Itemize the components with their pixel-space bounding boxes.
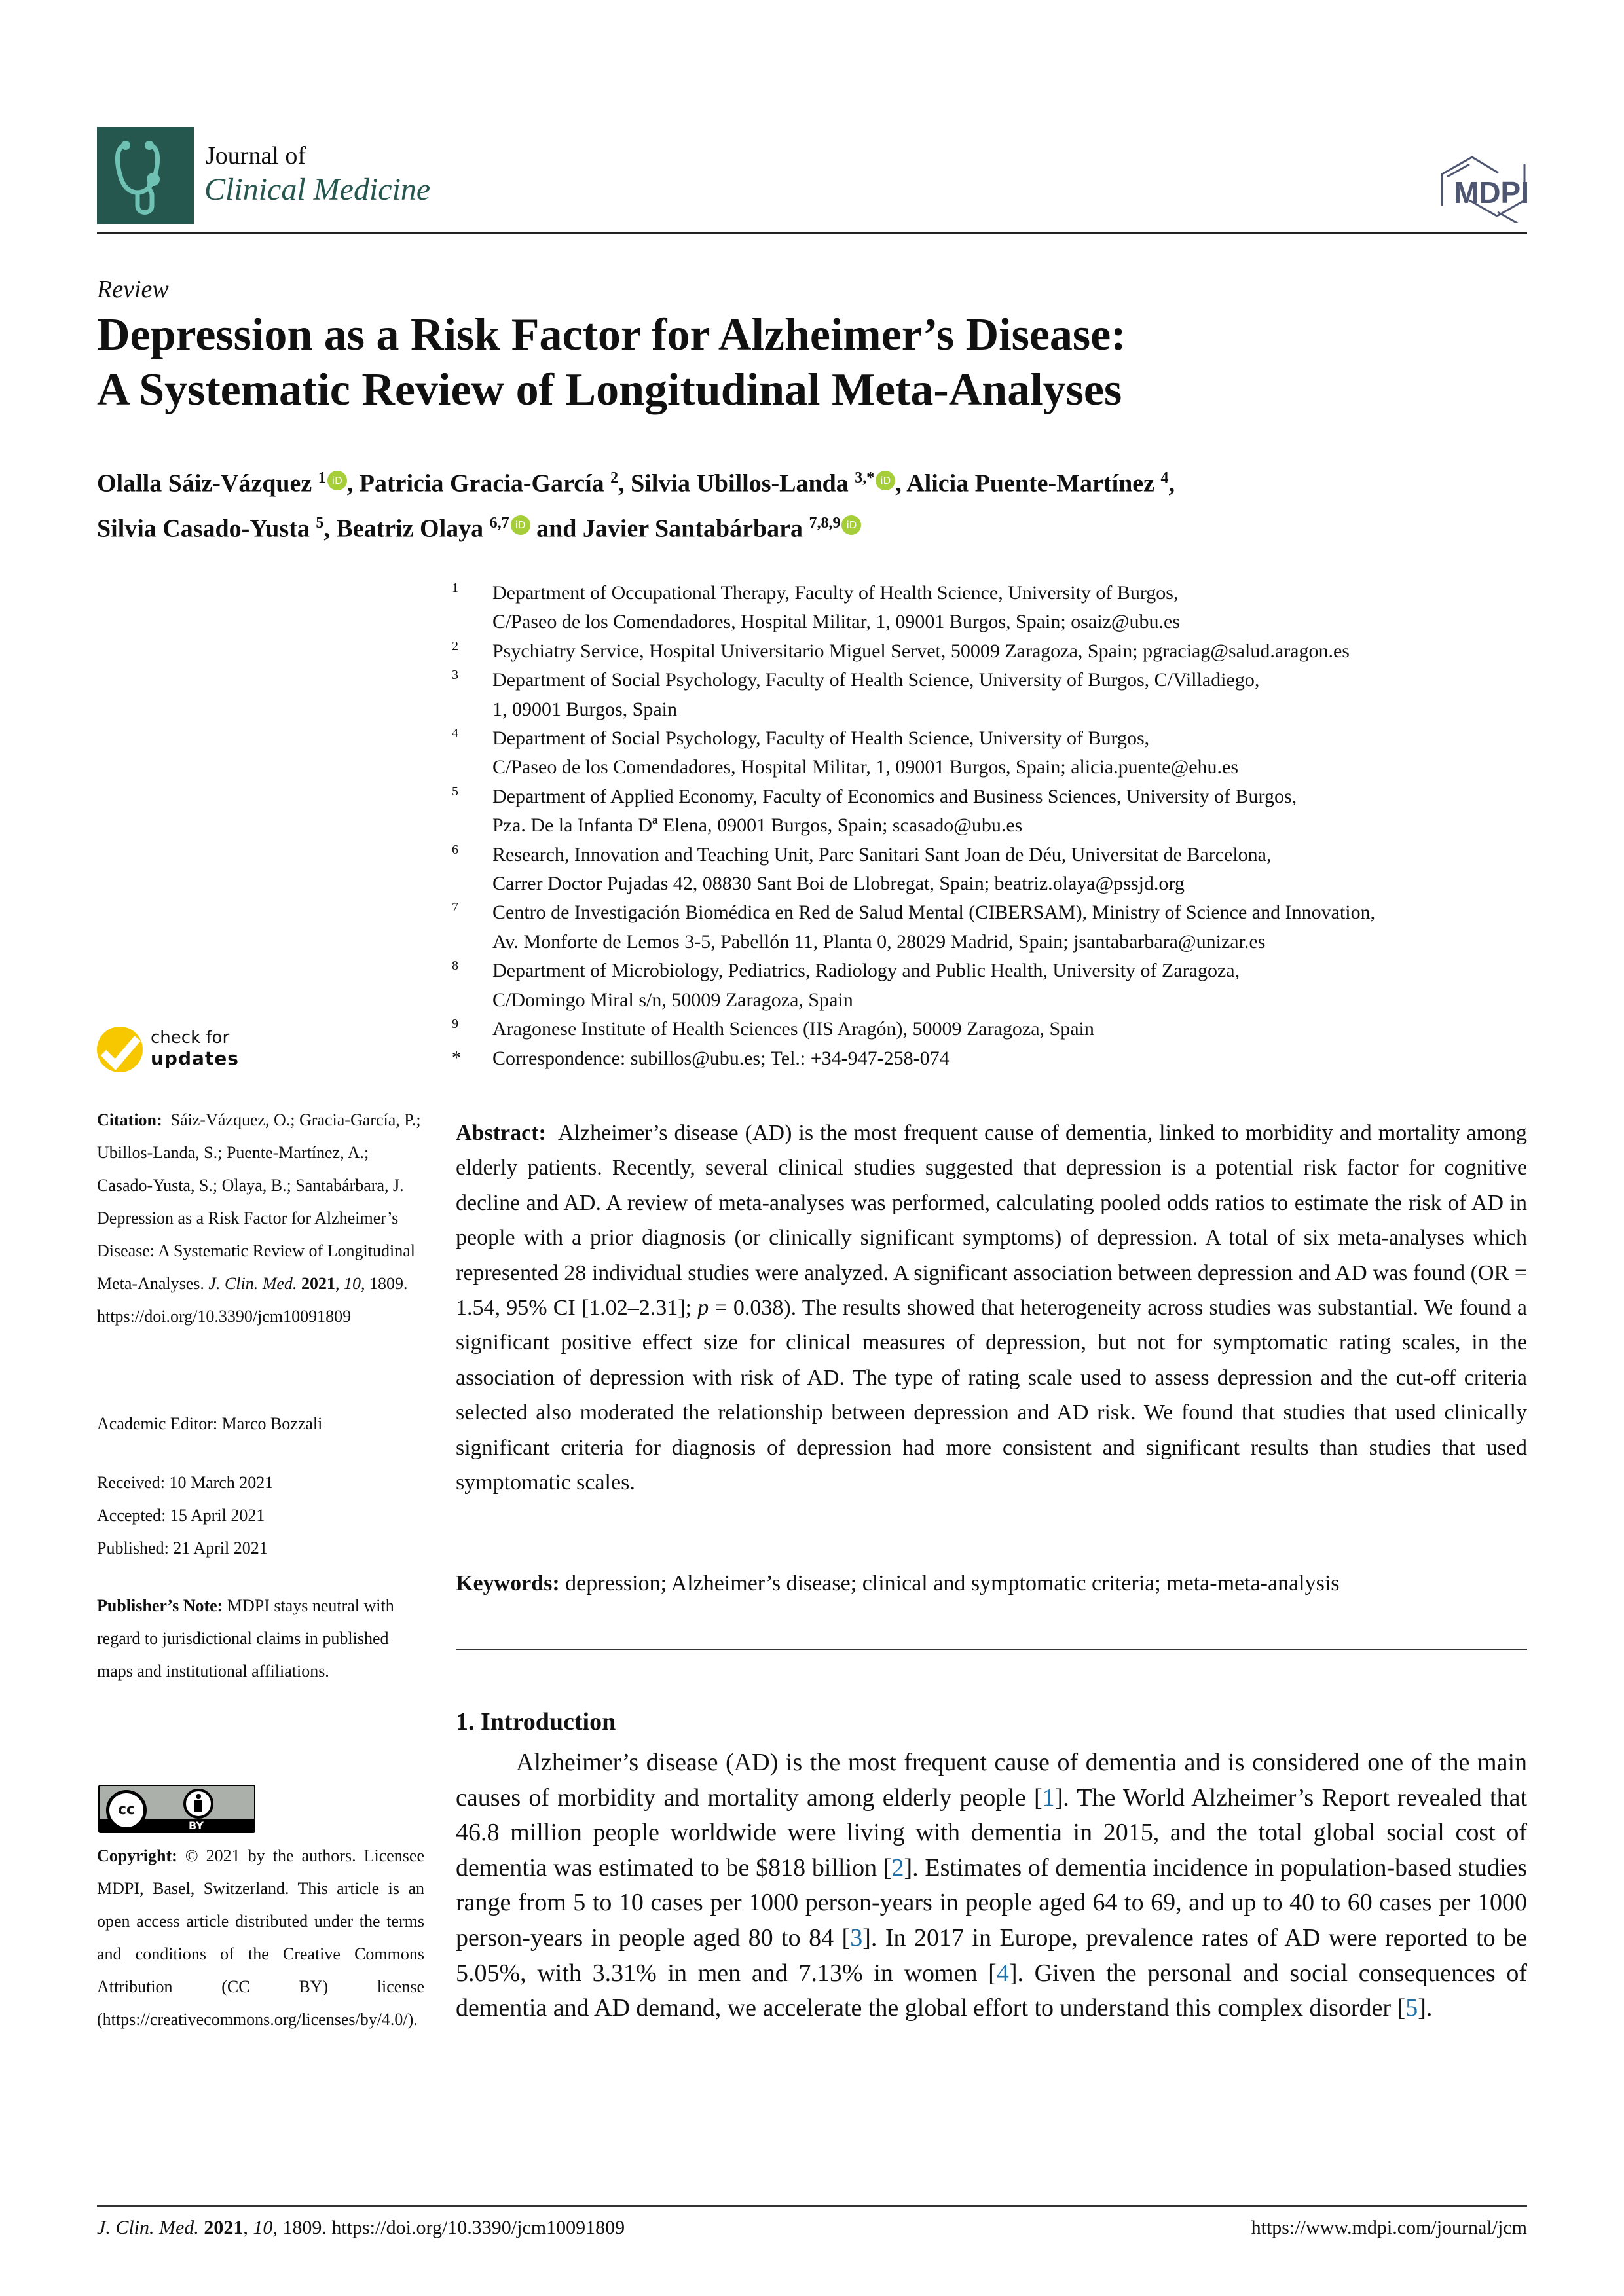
citation-year: 2021 xyxy=(301,1274,335,1293)
reference-link[interactable]: 4 xyxy=(996,1959,1009,1987)
svg-text:MDPI: MDPI xyxy=(1454,175,1529,210)
affiliation-item xyxy=(452,898,1539,957)
citation-block: Citation: Sáiz-Vázquez, O.; Gracia-García, P.; Ubillos-Landa, S.; Puente-Martínez, A.; Casado-Yusta, S.; Olaya, B.; Santabárbara, J. Depression as a Risk Factor for Alzheimer’s Disease: A Systematic Review of Longitudinal Meta-Analyses. J. Clin. Med. 2021, 10, 1809. https://doi.org/10.3390/jcm10091809 xyxy=(97,1110,421,1326)
separator: , xyxy=(323,515,337,543)
citation-text: Sáiz-Vázquez, O.; Gracia-García, P.; Ubillos-Landa, S.; Puente-Martínez, A.; Casado-Yusta, S.; Olaya, B.; Santabárbara, J. Depression as a Risk Factor for Alzheimer’s Disease: A Systematic Review of Longitudinal Meta-Analyses. xyxy=(97,1110,421,1293)
author-affil-sup: 3,* xyxy=(855,469,875,486)
cc-by-label: BY xyxy=(189,1819,204,1832)
affiliation-text: Centro de Investigación Biomédica en Red de Salud Mental (CIBERSAM), Ministry of Science and Innovation, xyxy=(492,902,1376,924)
affiliation-item xyxy=(452,782,1539,841)
citation-label: Citation: xyxy=(97,1110,162,1129)
journal-name: Clinical Medicine xyxy=(204,172,431,207)
affiliation-item xyxy=(452,841,1539,899)
affiliation-number: 1 xyxy=(452,581,458,595)
author-name[interactable]: Alicia Puente-Martínez xyxy=(906,469,1154,498)
publisher-note-label: Publisher’s Note: xyxy=(97,1596,223,1615)
affiliation-text: C/Domingo Miral s/n, 50009 Zaragoza, Spain xyxy=(492,989,853,1011)
published-date: Published: 21 April 2021 xyxy=(97,1539,268,1558)
intro-text: Alzheimer’s disease (AD) is the most frequent cause of dementia and is considered one of the main causes of morbidity and mortality among elderly people [ xyxy=(456,1749,1527,1812)
intro-text: ]. The World Alzheimer’s Report revealed that 46.8 million people worldwide were living with dementia in 2015, and the total global social cost of dementia was estimated to be $818 billion [ xyxy=(456,1783,1527,1882)
author-name[interactable]: Javier Santabárbara xyxy=(582,515,803,543)
footer-doi[interactable]: , 1809. https://doi.org/10.3390/jcm10091809 xyxy=(272,2217,625,2238)
affiliation-text: Department of Social Psychology, Faculty of Health Science, University of Burgos, C/Villadiego, xyxy=(492,669,1260,691)
author-affil-sup: 4 xyxy=(1160,469,1169,486)
footer-year: 2021 xyxy=(204,2217,244,2238)
abstract xyxy=(456,1116,1527,1500)
keywords-label: Keywords: xyxy=(456,1571,560,1595)
author-affil-sup: 2 xyxy=(610,469,619,486)
copyright-text: © 2021 by the authors. Licensee MDPI, Basel, Switzerland. This article is an open access article distributed under the terms and conditions of the Creative Commons Attribution (CC BY) license (https://creativecommons.org/licenses/by/4.0/). xyxy=(97,1846,424,2029)
keywords xyxy=(456,1566,1527,1601)
checkmark-icon xyxy=(97,1027,143,1072)
affiliation-item xyxy=(452,579,1539,637)
affiliation-text: Carrer Doctor Pujadas 42, 08830 Sant Boi de Llobregat, Spain; beatriz.olaya@pssjd.org xyxy=(492,873,1185,895)
publisher-note-text: MDPI stays neutral with regard to jurisdictional claims in published maps and institutional affiliations. xyxy=(97,1596,394,1681)
reference-link[interactable]: 3 xyxy=(850,1923,863,1952)
affiliation-text: Av. Monforte de Lemos 3-5, Pabellón 11, Planta 0, 28029 Madrid, Spain; jsantabarbara@unizar.es xyxy=(492,930,1266,953)
author-affil-sup: 5 xyxy=(316,514,324,532)
journal-of-label: Journal of xyxy=(206,142,306,170)
article-type: Review xyxy=(97,276,169,303)
citation-journal: J. Clin. Med. xyxy=(208,1274,297,1293)
affiliation-number: 7 xyxy=(452,900,458,915)
orcid-icon[interactable]: iD xyxy=(327,471,347,490)
reference-link[interactable]: 1 xyxy=(1042,1783,1055,1812)
citation-doi-link[interactable]: https://doi.org/10.3390/jcm10091809 xyxy=(97,1307,352,1326)
footer-divider xyxy=(97,2205,1527,2207)
orcid-icon[interactable]: iD xyxy=(511,515,530,535)
copyright-label: Copyright: xyxy=(97,1846,177,1865)
p-symbol: p xyxy=(697,1296,709,1321)
affiliation-number: 8 xyxy=(452,958,458,974)
correspondence-text: Correspondence: subillos@ubu.es; Tel.: +34-947-258-074 xyxy=(492,1047,950,1069)
attribution-person-icon xyxy=(183,1789,213,1819)
academic-editor: Academic Editor: Marco Bozzali xyxy=(97,1414,323,1433)
affiliation-number: 2 xyxy=(452,638,458,653)
mdpi-logo-icon xyxy=(1407,144,1531,223)
received-date: Received: 10 March 2021 xyxy=(97,1473,274,1492)
header-divider xyxy=(97,232,1527,234)
separator: , xyxy=(346,469,360,498)
author-affil-sup: 7,8,9 xyxy=(809,514,841,532)
author-list: Olalla Sáiz-Vázquez $^1$ iD , Patricia Gracia-García $^2$, Silvia Ubillos-Landa $^{3,*}$ iD , Alicia Puente-Martínez $^4$, Silvia Casado-Yusta $^5$, Beatriz Olaya $^{6,7}$ iD and Javier Santabárbara $^{7,8,9}$ iD xyxy=(97,469,1175,543)
affiliation-item xyxy=(452,957,1539,1015)
affiliation-text: 1, 09001 Burgos, Spain xyxy=(492,698,677,720)
article-title xyxy=(97,308,1524,418)
separator: and xyxy=(530,515,583,543)
section-heading-introduction: 1. Introduction xyxy=(456,1708,616,1736)
footer-journal: J. Clin. Med. xyxy=(97,2217,199,2238)
footer-citation: J. Clin. Med. 2021, 10, 1809. https://doi.org/10.3390/jcm10091809 xyxy=(97,2217,625,2238)
cc-by-license-badge[interactable] xyxy=(98,1785,255,1833)
affiliation-item xyxy=(452,724,1539,782)
accepted-date: Accepted: 15 April 2021 xyxy=(97,1506,265,1525)
cc-icon: cc xyxy=(106,1790,147,1831)
abstract-text: = 0.038). The results showed that heterogeneity across studies was substantial. We found a significant positive effect size for clinical measures of depression, but not for symptomatic rating scales, in the association of depression with risk of AD. The type of rating scale used to assess depression and the cut-off criteria selected also moderated the relationship between depression and AD risk. We found that studies that used clinically significant criteria for diagnosis of depression had more consistent and significant results than studies that used symptomatic scales. xyxy=(456,1296,1528,1495)
affiliation-text: Department of Applied Economy, Faculty of Economics and Business Sciences, University of Burgos, xyxy=(492,785,1297,807)
stethoscope-icon xyxy=(97,127,194,224)
author-affil-sup: 1 xyxy=(318,469,326,486)
check-updates-label: updates xyxy=(151,1048,239,1069)
orcid-icon[interactable]: iD xyxy=(841,515,861,535)
journal-logo xyxy=(97,127,194,224)
affiliation-text: Aragonese Institute of Health Sciences (IIS Aragón), 50009 Zaragoza, Spain xyxy=(492,1018,1094,1040)
abstract-label: Abstract: xyxy=(456,1121,546,1145)
introduction-paragraph xyxy=(456,1745,1527,2026)
footer-volume: 10 xyxy=(253,2217,273,2238)
intro-text: ]. In 2017 in Europe, prevalence rates of AD were reported to be 5.05%, with 3.31% in men and 7.13% in women [ xyxy=(456,1923,1528,1987)
affiliation-number: 9 xyxy=(452,1017,458,1032)
author-affil-sup: 6,7 xyxy=(489,514,509,532)
citation-volume: 10 xyxy=(343,1274,361,1293)
title-line-2: A Systematic Review of Longitudinal Meta-Analyses xyxy=(97,365,1122,415)
section-divider xyxy=(456,1649,1527,1650)
affiliation-text: Department of Social Psychology, Faculty of Health Science, University of Burgos, xyxy=(492,727,1150,750)
check-for-updates-button[interactable] xyxy=(97,1027,267,1072)
affiliation-text: Psychiatry Service, Hospital Universitario Miguel Servet, 50009 Zaragoza, Spain; pgraciag@salud.aragon.es xyxy=(492,640,1350,662)
keywords-text: depression; Alzheimer’s disease; clinical and symptomatic criteria; meta-meta-analysis xyxy=(565,1571,1340,1595)
affiliation-text: Research, Innovation and Teaching Unit, Parc Sanitari Sant Joan de Déu, Universitat de Barcelona, xyxy=(492,843,1272,866)
check-updates-label: check for xyxy=(151,1028,230,1048)
author-name[interactable]: Beatriz Olaya xyxy=(336,515,484,543)
author-name[interactable]: Silvia Ubillos-Landa xyxy=(631,469,849,498)
separator: , xyxy=(895,469,907,498)
affiliation-item xyxy=(452,666,1539,724)
affiliation-text: Pza. De la Infanta Dª Elena, 09001 Burgos, Spain; scasado@ubu.es xyxy=(492,814,1023,837)
dates-block xyxy=(97,1467,424,1565)
affiliation-number: 4 xyxy=(452,726,458,741)
footer-journal-url[interactable]: https://www.mdpi.com/journal/jcm xyxy=(1251,2217,1527,2238)
publisher-note xyxy=(97,1590,424,1688)
affiliation-item xyxy=(452,1015,1539,1044)
author-name[interactable]: Silvia Casado-Yusta xyxy=(97,515,310,543)
intro-text: ]. Given the personal and social consequences of dementia and AD demand, we accelerate the global effort to understand this complex disorder [ xyxy=(456,1959,1527,2022)
affiliation-text: Department of Occupational Therapy, Faculty of Health Science, University of Burgos, xyxy=(492,582,1179,604)
author-name[interactable]: Olalla Sáiz-Vázquez xyxy=(97,469,312,498)
reference-link[interactable]: 5 xyxy=(1405,1994,1418,2022)
abstract-text: Alzheimer’s disease (AD) is the most frequent cause of dementia, linked to morbidity and mortality among elderly patients. Recently, several clinical studies suggested that depression is a potential risk factor for cognitive decline and AD. A review of meta-analyses was performed, calculating pooled odds ratios to estimate the risk of AD in people with a prior diagnosis (or clinically significant symptoms) of depression. A total of six meta-analyses which represented 28 individual studies were analyzed. A significant association between depression and AD was found (OR = 1.54, 95% CI [1.02–2.31]; xyxy=(456,1121,1528,1321)
orcid-icon[interactable]: iD xyxy=(876,471,895,490)
affiliation-text: C/Paseo de los Comendadores, Hospital Militar, 1, 09001 Burgos, Spain; alicia.puente@ehu.es xyxy=(492,756,1239,778)
author-name[interactable]: Patricia Gracia-García xyxy=(359,469,604,498)
affiliation-number: 5 xyxy=(452,784,458,799)
citation-pages: , 1809. xyxy=(360,1274,408,1293)
affiliation-item xyxy=(452,637,1539,666)
copyright-block xyxy=(97,1840,424,2036)
affiliation-text: C/Paseo de los Comendadores, Hospital Militar, 1, 09001 Burgos, Spain; osaiz@ubu.es xyxy=(492,611,1180,633)
affiliation-number: 6 xyxy=(452,842,458,857)
intro-text: ]. Estimates of dementia incidence in population-based studies range from 5 to 10 cases per 1000 person-years in people aged 64 to 69, and up to 40 to 60 cases per 1000 person-years in people aged 80 to 84 [ xyxy=(456,1853,1527,1952)
affiliation-number: 3 xyxy=(452,668,458,683)
title-line-1: Depression as a Risk Factor for Alzheimer’s Disease: xyxy=(97,310,1126,360)
affiliation-text: Department of Microbiology, Pediatrics, Radiology and Public Health, University of Zaragoza, xyxy=(492,960,1240,982)
intro-text: ]. xyxy=(1418,1994,1433,2022)
correspondence xyxy=(452,1044,1539,1073)
affiliations xyxy=(452,579,1539,1073)
separator: , xyxy=(618,469,631,498)
correspondence-mark: * xyxy=(452,1048,461,1068)
reference-link[interactable]: 2 xyxy=(891,1853,904,1882)
